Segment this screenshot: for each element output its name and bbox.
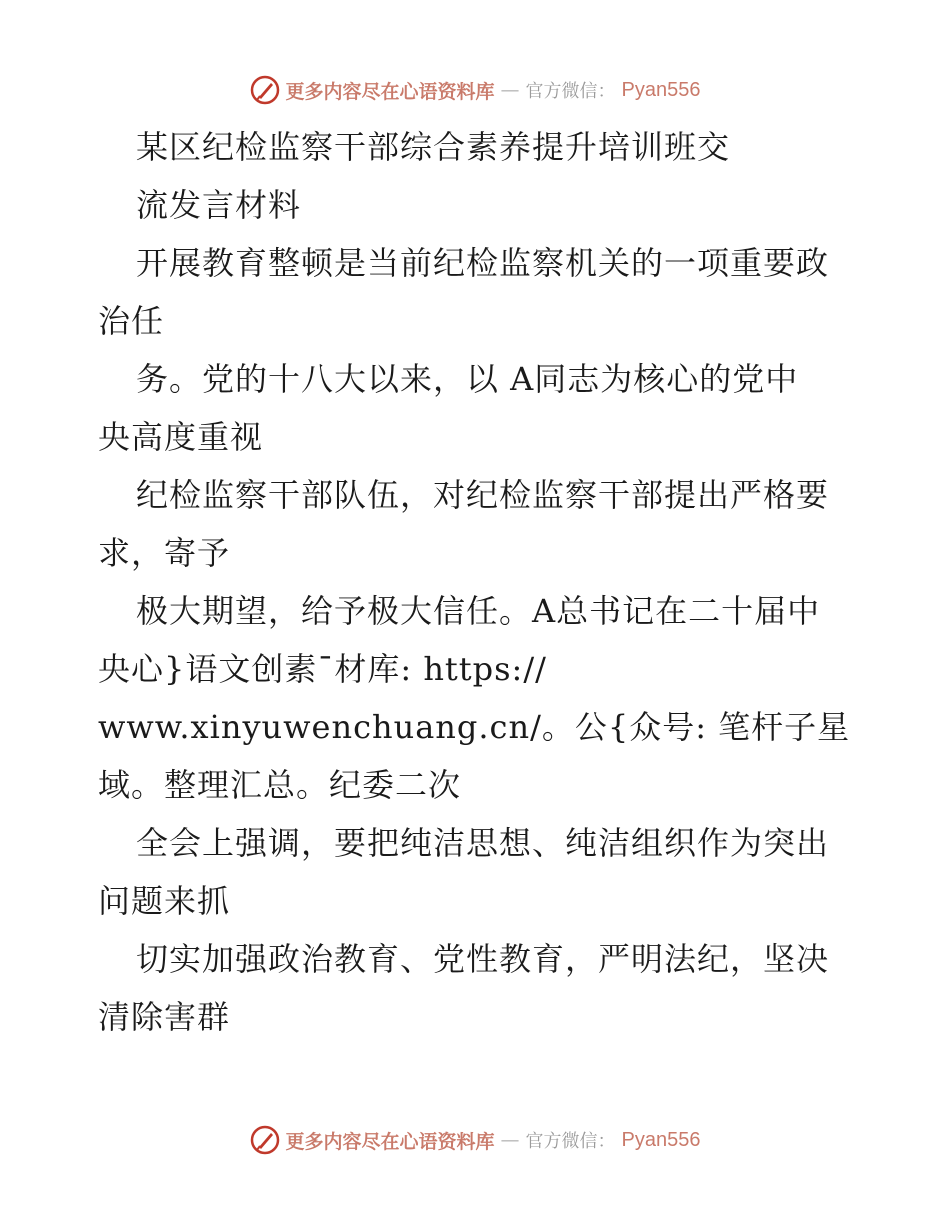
watermark-separator: — [500, 1129, 520, 1151]
text-line-2: 流发言材料 [136, 186, 302, 224]
watermark-wechat-id: Pyan556 [621, 78, 701, 101]
text-line-14: 问题来抓 [98, 882, 231, 920]
quill-pen-logo-icon [250, 1125, 280, 1155]
text-line-10: 央心}语文创素¯材库: https:// [98, 650, 547, 688]
text-line-3: 开展教育整顿是当前纪检监察机关的一项重要政 [136, 244, 830, 282]
watermark-official-label: 官方微信： [525, 1131, 616, 1152]
text-line-12: 域。整理汇总。纪委二次 [98, 766, 462, 804]
watermark-official-label: 官方微信： [525, 81, 616, 102]
text-line-13: 全会上强调，要把纯洁思想、纯洁组织作为突出 [136, 824, 830, 862]
watermark-wechat-id: Pyan556 [621, 1128, 701, 1151]
text-line-11: www.xinyuwenchuang.cn/。公{众号: 笔杆子星 [98, 708, 851, 746]
text-line-4: 治任 [98, 302, 165, 340]
text-line-15: 切实加强政治教育、党性教育，严明法纪，坚决 [136, 940, 830, 978]
watermark-separator: — [500, 79, 520, 101]
text-line-8: 求，寄予 [98, 534, 231, 572]
text-line-6: 央高度重视 [98, 418, 264, 456]
watermark-brand: 更多内容尽在心语资料库 [285, 1130, 495, 1153]
quill-pen-logo-icon [250, 75, 280, 105]
text-line-9: 极大期望，给予极大信任。A总书记在二十届中 [136, 592, 821, 630]
watermark-brand: 更多内容尽在心语资料库 [285, 80, 495, 103]
document-body [98, 118, 858, 1046]
text-line-1: 某区纪检监察干部综合素养提升培训班交 [136, 128, 731, 166]
text-line-16: 清除害群 [98, 998, 231, 1036]
header-watermark [0, 70, 950, 110]
text-line-7: 纪检监察干部队伍，对纪检监察干部提出严格要 [136, 476, 830, 514]
text-line-5: 务。党的十八大以来，以 A同志为核心的党中 [136, 360, 799, 398]
footer-watermark [0, 1120, 950, 1160]
